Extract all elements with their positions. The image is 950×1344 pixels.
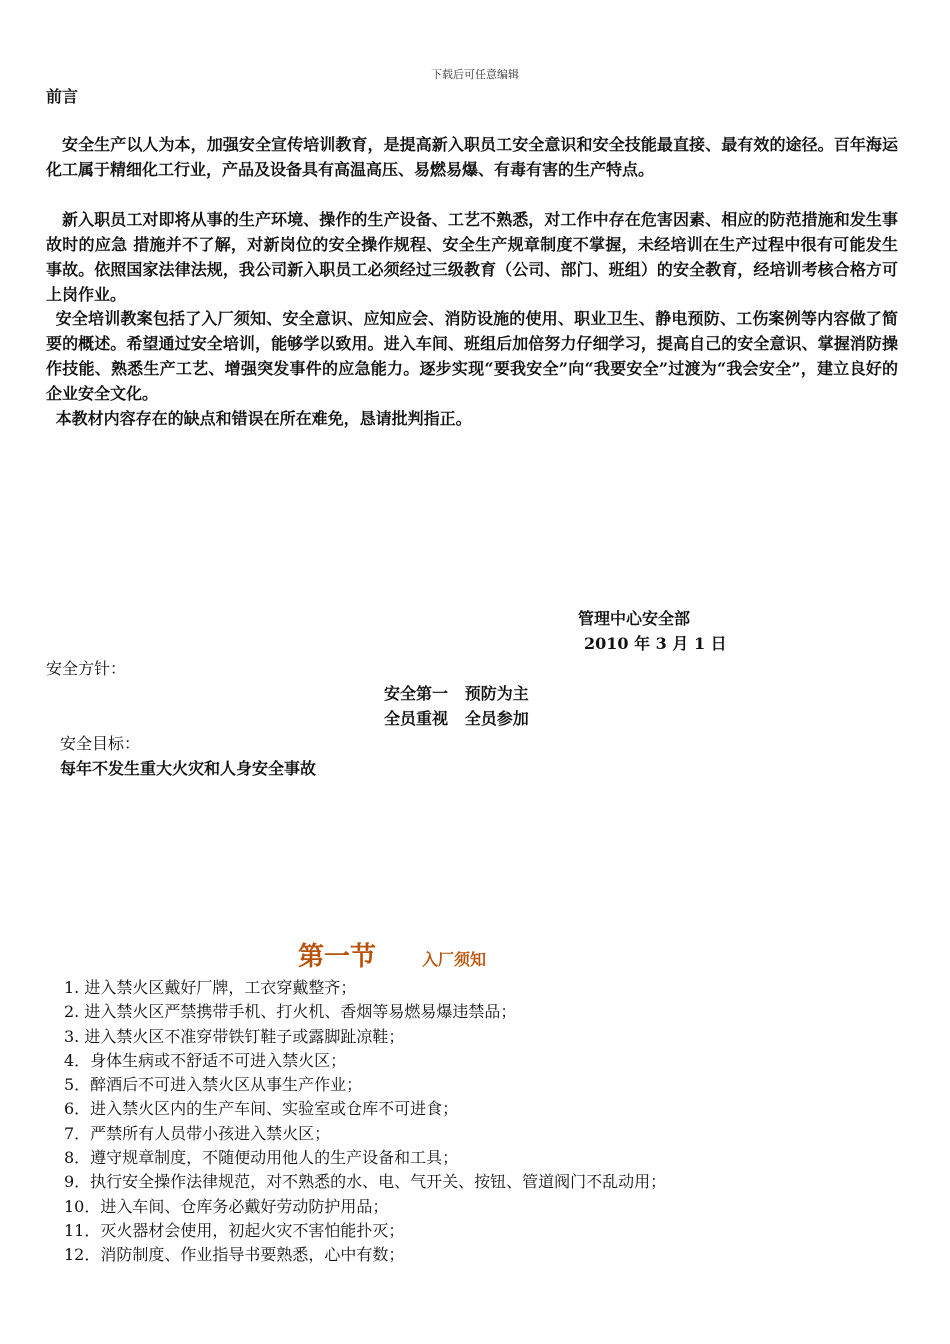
goal-label: 安全目标： bbox=[60, 734, 141, 753]
goal-text: 每年不发生重大火灾和人身安全事故 bbox=[60, 759, 317, 778]
policy-line-1: 安全第一 预防为主 bbox=[384, 684, 529, 703]
list-item: 12．消防制度、作业指导书要熟悉，心中有数； bbox=[64, 1245, 405, 1265]
list-item: 2. 进入禁火区严禁携带手机、打火机、香烟等易燃易爆违禁品； bbox=[64, 1002, 517, 1022]
preface-paragraph-1: 安全生产以人为本，加强安全宣传培训教育，是提高新入职员工安全意识和安全技能最直接、最有效的途径。百年海运化工属于精细化工行业，产品及设备具有高温高压、易燃易爆、有毒有害的生产特点。 bbox=[46, 135, 898, 179]
signature-date: 2010 年 3 月 1 日 bbox=[584, 634, 727, 653]
list-item: 4．身体生病或不舒适不可进入禁火区； bbox=[64, 1050, 347, 1070]
policy-label: 安全方针： bbox=[46, 659, 127, 678]
list-item: 11．灭火器材会使用，初起火灾不害怕能扑灭； bbox=[64, 1220, 405, 1240]
list-item: 5．醉酒后不可进入禁火区从事生产作业； bbox=[64, 1075, 363, 1095]
list-item: 3. 进入禁火区不准穿带铁钉鞋子或露脚趾凉鞋； bbox=[64, 1026, 405, 1046]
preface-title: 前言 bbox=[46, 87, 79, 106]
signature-department: 管理中心安全部 bbox=[578, 609, 691, 628]
preface-paragraph-4: 本教材内容存在的缺点和错误在所在难免，恳请批判指正。 bbox=[55, 409, 472, 428]
section-title: 第一节 bbox=[298, 942, 377, 972]
list-item: 1. 进入禁火区戴好厂牌，工衣穿戴整齐； bbox=[64, 978, 357, 997]
watermark-text: 下载后可任意编辑 bbox=[431, 68, 519, 81]
policy-line-2: 全员重视 全员参加 bbox=[384, 709, 529, 728]
list-item: 7．严禁所有人员带小孩进入禁火区； bbox=[64, 1123, 331, 1143]
section-heading bbox=[298, 936, 486, 973]
preface-paragraph-2: 新入职员工对即将从事的生产环境、操作的生产设备、工艺不熟悉，对工作中存在危害因素、相应的防范措施和发生事故时的应急 措施并不了解，对新岗位的安全操作规程、安全生产规章制度不掌握，未经培训在生产过程中很有可能发生事故。依照国家法律法规，我公司新入职员工必须经过三级教育（公司、部门、班组）的安全教育，经培训考核合格方可上岗作业。 bbox=[46, 210, 898, 304]
list-item: 8．遵守规章制度，不随便动用他人的生产设备和工具； bbox=[64, 1148, 459, 1168]
entry-rules-list bbox=[64, 976, 666, 1268]
list-item: 6．进入禁火区内的生产车间、实验室或仓库不可进食； bbox=[64, 1099, 459, 1119]
preface-paragraph-3: 安全培训教案包括了入厂须知、安全意识、应知应会、消防设施的使用、职业卫生、静电预防、工伤案例等内容做了简要的概述。希望通过安全培训，能够学以致用。进入车间、班组后加倍努力仔细学习，提高自己的安全意识、掌握消防操作技能、熟悉生产工艺、增强突发事件的应急能力。逐步实现“要我安全”向“我要安全”过渡为“我会安全”，建立良好的企业安全文化。 bbox=[46, 309, 898, 403]
list-item: 9．执行安全操作法律规范，对不熟悉的水、电、气开关、按钮、管道阀门不乱动用； bbox=[64, 1172, 667, 1192]
section-subtitle: 入厂须知 bbox=[422, 950, 487, 969]
list-item: 10．进入车间、仓库务必戴好劳动防护用品； bbox=[64, 1196, 389, 1216]
